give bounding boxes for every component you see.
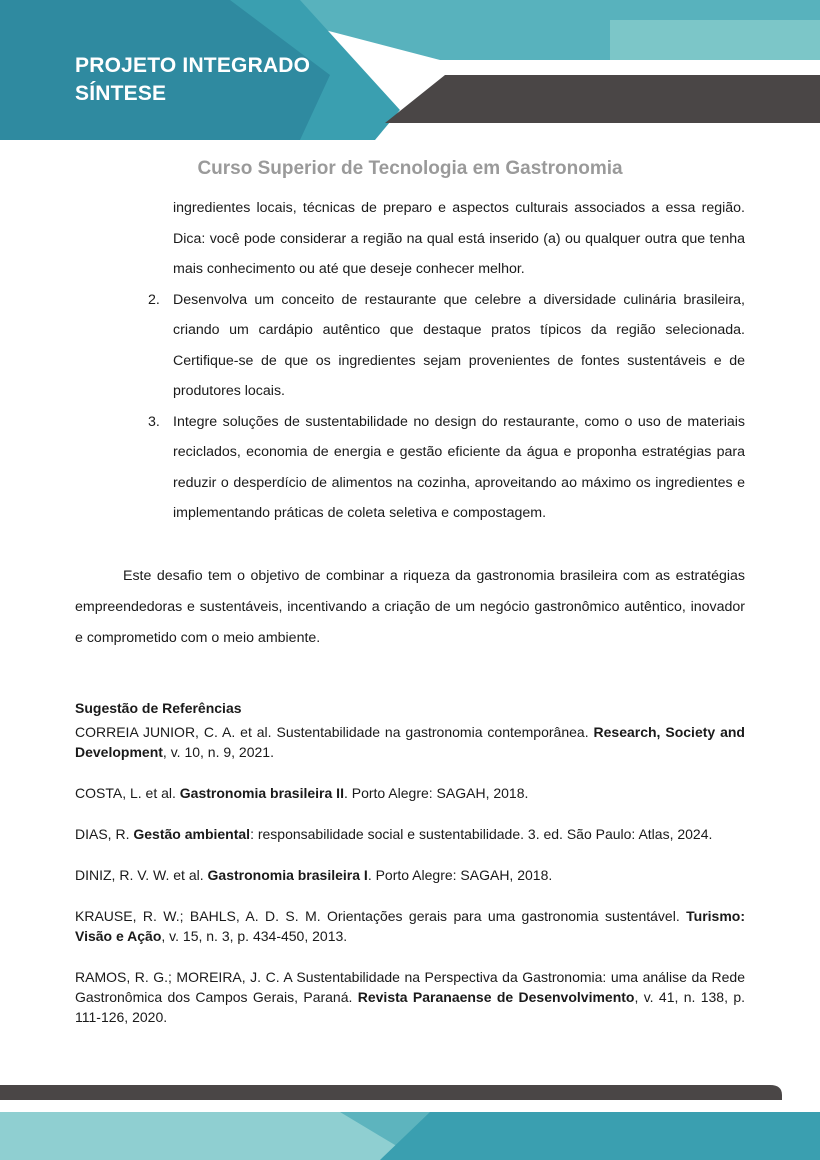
- reference-source: Research, Society and Development: [75, 723, 745, 760]
- list-item-text: Desenvolva um conceito de restaurante que celebre a diversidade culinária brasileira, criando um cardápio autêntico que destaque pratos típicos da região selecionada. Certifique-se de que os ingredientes sejam provenientes de fontes sustentáveis e de produtores locais.: [173, 291, 745, 399]
- challenge-objective-paragraph: Este desafio tem o objetivo de combinar a riqueza da gastronomia brasileira com as estratégias empreendedoras e sustentáveis, incentivando a criação de um negócio gastronômico autêntico, inovador e comprometido com o meio ambiente.: [75, 567, 745, 646]
- references-list: [75, 722, 745, 1027]
- reference-text: COSTA, L. et al.: [75, 784, 180, 801]
- reference-item: [75, 906, 745, 946]
- reference-item: [75, 722, 745, 762]
- reference-details: , v. 15, n. 3, p. 434-450, 2013.: [161, 927, 348, 944]
- list-item-text: Integre soluções de sustentabilidade no design do restaurante, como o uso de materiais reciclados, economia de energia e gestão eficiente da água e proponha estratégias para reduzir o desperdício de alimentos na cozinha, aproveitando ao máximo os ingredientes e implementando práticas de coleta seletiva e compostagem.: [173, 413, 745, 521]
- reference-item: [75, 967, 745, 1027]
- reference-details: , v. 10, n. 9, 2021.: [162, 743, 274, 760]
- reference-source: Revista Paranaense de Desenvolvimento: [357, 988, 635, 1005]
- list-item: [75, 285, 745, 407]
- footer-charcoal-band: [0, 1085, 782, 1100]
- footer-banner: [0, 1080, 820, 1160]
- reference-source: Gestão ambiental: [133, 825, 251, 842]
- references-title: Sugestão de Referências: [75, 699, 242, 716]
- reference-details: . Porto Alegre: SAGAH, 2018.: [367, 866, 553, 883]
- reference-item: [75, 783, 745, 803]
- reference-item: [75, 865, 745, 885]
- footer-teal-dark: [380, 1112, 820, 1160]
- list-item-number: 2.: [148, 291, 160, 308]
- main-content: [75, 193, 745, 1048]
- step-1-continuation: ingredientes locais, técnicas de preparo e aspectos culturais associados a essa região. Dica: você pode considerar a região na qual está inserido (a) ou qualquer outra que tenha mais conhecimento ou até que deseje conhecer melhor.: [173, 200, 745, 277]
- reference-details: . Porto Alegre: SAGAH, 2018.: [343, 784, 529, 801]
- reference-source: Gastronomia brasileira I: [207, 866, 368, 883]
- title-line-1: PROJETO INTEGRADO: [75, 54, 311, 77]
- reference-text: KRAUSE, R. W.; BAHLS, A. D. S. M. Orientações gerais para uma gastronomia sustentável.: [75, 907, 687, 924]
- reference-text: DIAS, R.: [75, 825, 134, 842]
- reference-text: DINIZ, R. V. W. et al.: [75, 866, 208, 883]
- document-title: [75, 52, 310, 108]
- list-item-number: 3.: [148, 413, 160, 430]
- title-line-2: SÍNTESE: [75, 82, 167, 105]
- reference-details: , v. 41, n. 138, p. 111-126, 2020.: [75, 988, 746, 1025]
- list-item: [75, 407, 745, 529]
- reference-source: Turismo: Visão e Ação: [75, 907, 745, 944]
- reference-source: Gastronomia brasileira II: [179, 784, 344, 801]
- course-name: Curso Superior de Tecnologia em Gastronomia: [197, 158, 623, 179]
- header-charcoal-band: [385, 75, 820, 123]
- reference-details: : responsabilidade social e sustentabilidade. 3. ed. São Paulo: Atlas, 2024.: [250, 825, 713, 842]
- reference-text: RAMOS, R. G.; MOREIRA, J. C. A Sustentabilidade na Perspectiva da Gastronomia: uma análise da Rede Gastronômica dos Campos Gerais, Paraná.: [75, 968, 745, 1005]
- steps-list: [75, 285, 745, 529]
- reference-item: [75, 824, 745, 844]
- reference-text: CORREIA JUNIOR, C. A. et al. Sustentabilidade na gastronomia contemporânea.: [75, 723, 594, 740]
